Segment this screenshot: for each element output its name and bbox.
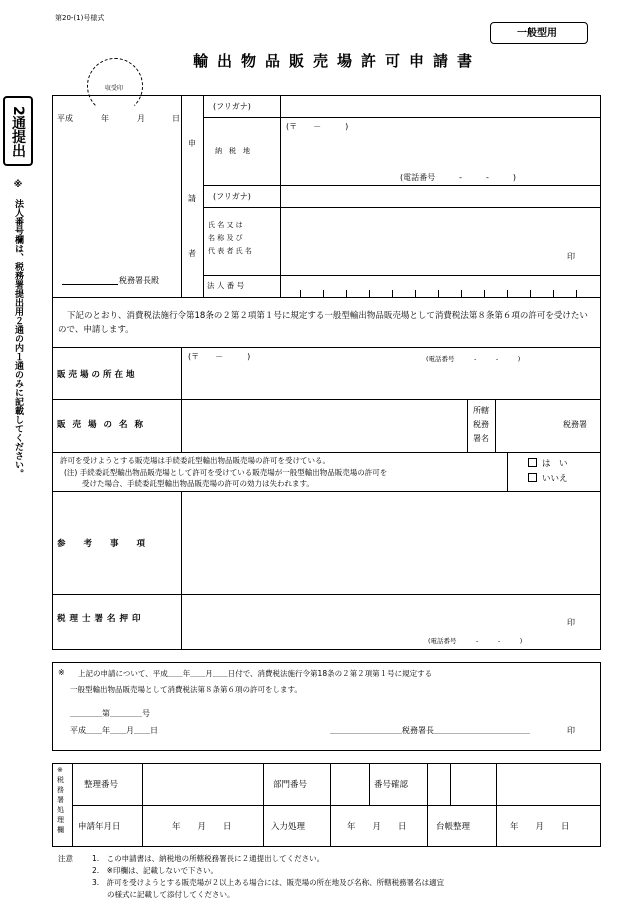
note-3: 3. 許可を受けようとする販売場が２以上ある場合には、販売場の所在地及び名称、所轄税務署名は適宜 (92, 878, 445, 887)
approval-number: ＿＿＿＿第＿＿＿＿号 (70, 709, 150, 718)
department-number-label: 部門番号 (273, 780, 308, 790)
furigana-label-1: (フリガナ) (213, 102, 251, 111)
name-label-1: 氏 名 又 は (208, 221, 243, 229)
no-label: いいえ (542, 474, 568, 484)
note-4: の様式に記載して添付してください。 (92, 890, 235, 899)
date-year: 年 (101, 114, 109, 123)
office-label-2: 税務 (473, 420, 489, 429)
office-use-label-1: 税 (57, 776, 64, 784)
office-use-label-4: 処 (57, 806, 64, 814)
side-tab-label: 2通提出 (10, 106, 26, 158)
office-label-1: 所轄 (473, 406, 489, 415)
accountant-phone: (電話番号 - - ) (428, 637, 523, 645)
form-type-box (490, 22, 588, 44)
store-name-label: 販売場の名称 (57, 420, 151, 430)
office-use-label-3: 署 (57, 796, 64, 804)
yes-checkbox[interactable] (528, 458, 537, 467)
store-phone: (電話番号 - - ) (426, 355, 521, 363)
page-title: 輸出物品販売場許可申請書 (193, 52, 482, 70)
postal-prefix: (〒 － ) (286, 122, 349, 131)
statement: 下記のとおり、消費税法施行令第18条の２第２項第１号に規定する一般型輸出物品販売場として消費税法第８条第６項の許可を受けたいので、申請します。 (58, 311, 588, 335)
receipt-stamp-label: 収受印 (105, 85, 124, 92)
approval-line-1: 上記の申請について、平成＿＿年＿＿月＿＿日付で、消費税法施行令第18条の２第２項第１号に規定する (78, 669, 433, 678)
applicant-phone: (電話番号 - - ) (400, 173, 517, 182)
tax-office-chief: 税務署長殿 (119, 276, 159, 285)
accountant-label: 税理士署名押印 (57, 614, 145, 624)
input-processing-label: 入力処理 (271, 822, 306, 832)
date-month: 月 (137, 114, 145, 123)
note-2: 2. ※印欄は、記載しないで下さい。 (92, 866, 218, 875)
applicant-seal: 印 (567, 252, 575, 261)
office-use-label-5: 理 (57, 816, 64, 824)
office-use-label-2: 務 (57, 786, 64, 794)
date-era: 平成 (57, 114, 73, 123)
notes-heading: 注意 (58, 854, 73, 863)
side-tab (3, 96, 33, 166)
form-type-label: 一般型用 (517, 28, 557, 39)
form-number: 第20-(1)号様式 (55, 14, 105, 22)
applicant-label-1: 申 (188, 139, 196, 148)
approval-chief: ＿＿＿＿＿＿＿＿＿税務署長＿＿＿＿＿＿＿＿＿＿＿＿ (330, 726, 530, 735)
office-use-mark: ※ (57, 766, 63, 774)
consigned-line-3: 受けた場合、手続委託型輸出物品販売場の許可の効力は失われます。 (82, 479, 314, 488)
no-option[interactable] (528, 473, 568, 484)
furigana-label-2: (フリガナ) (213, 192, 251, 201)
applicant-label-2: 請 (188, 194, 196, 203)
remarks-label: 参考事項 (57, 539, 164, 549)
approval-seal: 印 (567, 726, 575, 735)
application-date-label: 申請年月日 (78, 822, 121, 832)
number-check-label: 番号確認 (374, 780, 409, 790)
store-postal: (〒 － ) (188, 352, 251, 361)
side-note: ※ 法人番号欄は、税務署提出用２通の内１通のみに記載してください。 (13, 180, 23, 478)
approval-date: 平成＿＿年＿＿月＿＿日 (70, 726, 158, 735)
yes-option[interactable] (528, 458, 568, 469)
office-label-3: 署名 (473, 434, 489, 443)
applicant-label-3: 者 (188, 249, 196, 258)
office-use-label-6: 欄 (57, 826, 64, 834)
note-1: 1. この申請書は、納税地の所轄税務署長に２通提出してください。 (92, 854, 325, 863)
yes-label: は い (542, 459, 568, 469)
input-processing-date: 年 月 日 (347, 822, 407, 832)
approval-line-2: 一般型輸出物品販売場として消費税法第８条第６項の許可をします。 (70, 685, 302, 694)
corp-number-label: 法 人 番 号 (207, 281, 245, 290)
consigned-line-2: (注) 手続委託型輸出物品販売場として許可を受けている販売場が一般型輸出物品販売場の許可を (64, 468, 388, 477)
name-label-3: 代 表 者 氏 名 (208, 247, 252, 255)
reference-number-label: 整理番号 (84, 780, 119, 790)
ledger-date: 年 月 日 (510, 822, 570, 832)
store-location-label: 販売場の所在地 (57, 370, 138, 380)
consigned-line-1: 許可を受けようとする販売場は手続委託型輸出物品販売場の許可を受けている。 (60, 456, 330, 465)
name-label-2: 名 称 及 び (208, 234, 243, 242)
application-date-value: 年 月 日 (172, 822, 232, 832)
approval-mark: ※ (58, 668, 65, 677)
office-suffix: 税務署 (563, 420, 587, 429)
accountant-seal: 印 (567, 618, 575, 627)
date-day: 日 (172, 114, 180, 123)
address-label: 納 税 地 (215, 147, 250, 155)
ledger-label: 台帳整理 (436, 822, 471, 832)
no-checkbox[interactable] (528, 473, 537, 482)
